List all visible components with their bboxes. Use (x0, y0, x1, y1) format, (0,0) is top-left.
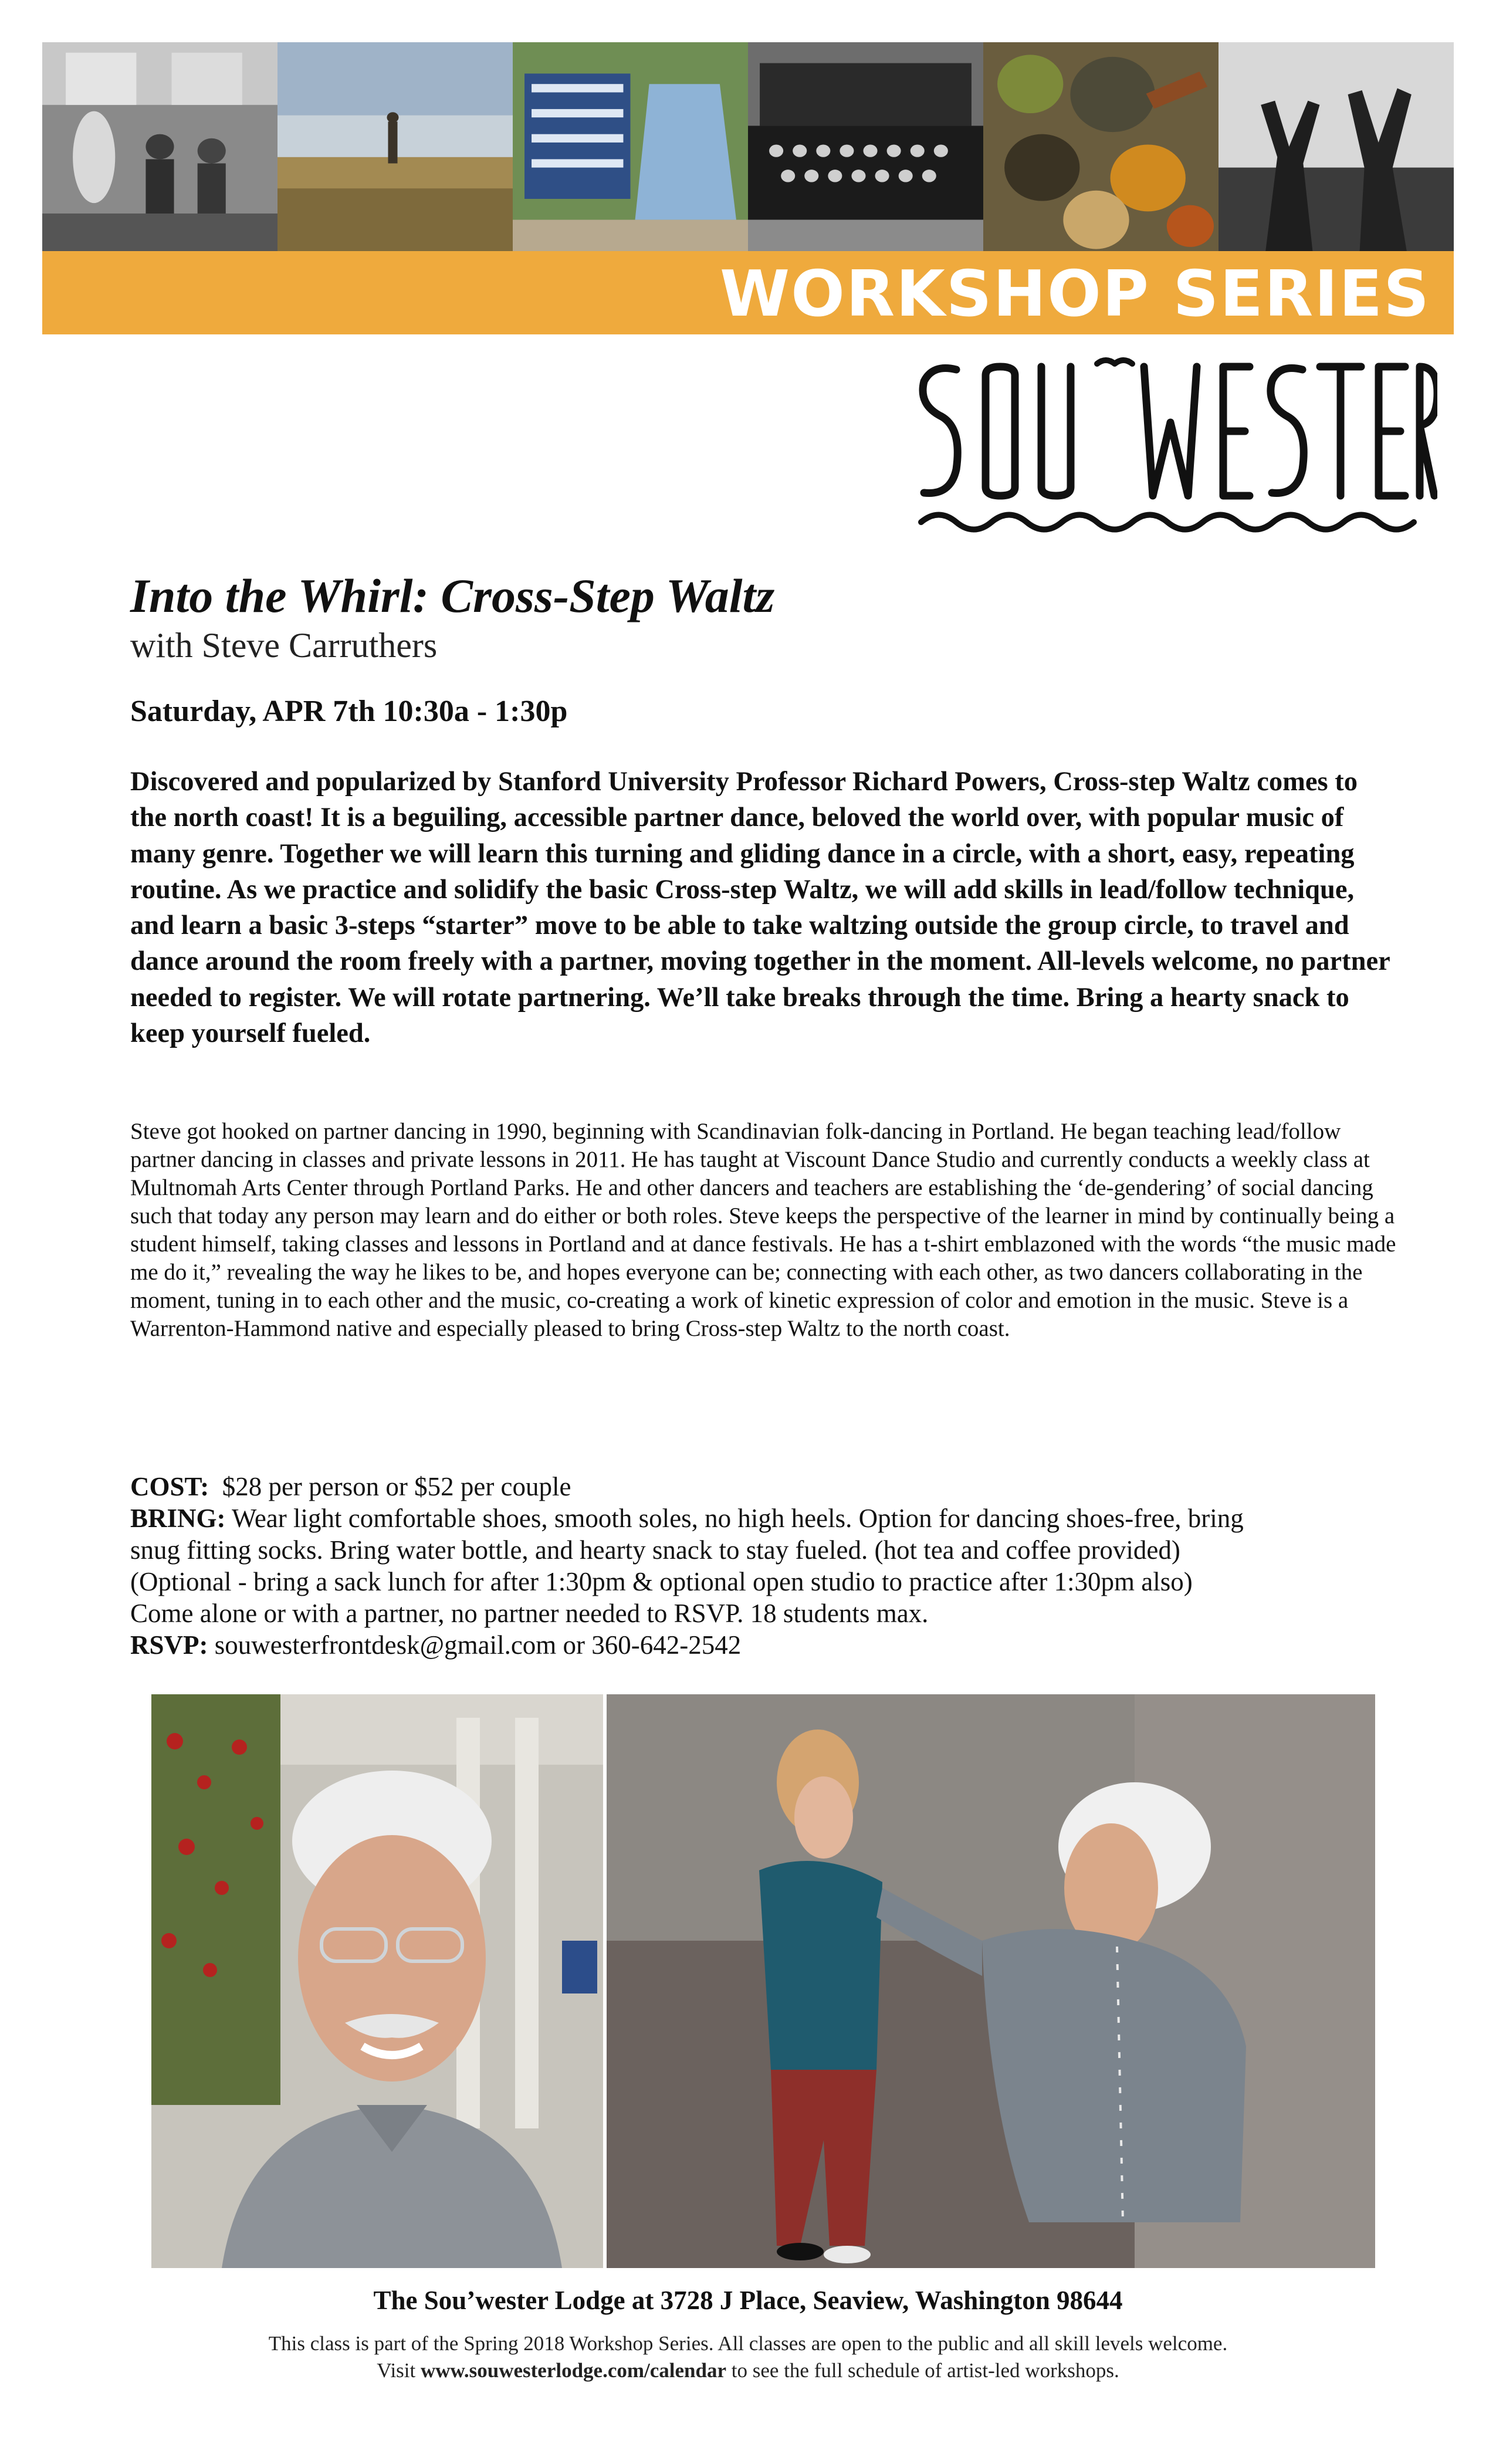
bring-text-4: Come alone or with a partner, no partner needed to RSVP. 18 students max. (130, 1599, 929, 1628)
banner-photo-beach-grass (277, 42, 513, 251)
event-date: Saturday, APR 7th 10:30a - 1:30p (130, 695, 568, 728)
event-instructor: with Steve Carruthers (130, 626, 438, 665)
bring-line (130, 1502, 1421, 1534)
instructor-bio: Steve got hooked on partner dancing in 1990, beginning with Scandinavian folk-dancing in Portland. He began teaching lead/follow partner dancing in classes and private lessons in 2011. He has taught at Viscount Dance Studio and currently conducts a weekly class at Multnomah Arts Center through Portland Parks. He and other dancers and teachers are establishing the ‘de-gendering’ of social dancing such that today any person may learn and do either or both roles. Steve keeps the perspective of the learner in mind by continually being a student himself, taking classes and lessons in Portland and at dance festivals. He has a t-shirt emblazoned with the words “the music made me do it,” revealing the way he likes to be, and hopes everyone can be; connecting with each other, as two dancers collaborating in the moment, tuning in to each other and the music, co-creating a work of kinetic expression of color and emotion in the music. Steve is a Warrenton-Hammond native and especially pleased to bring Cross-step Waltz to the north coast. (130, 1119, 1396, 1341)
banner-photo-spices (983, 42, 1219, 251)
workshop-series-title: WORKSHOP SERIES (720, 258, 1430, 331)
banner-photo-indigo-textiles (513, 42, 748, 251)
footer-note-line1: This class is part of the Spring 2018 Workshop Series. All classes are open to the public and all skill levels welcome. (268, 2332, 1228, 2355)
instructor-portrait-photo (151, 1694, 603, 2268)
bring-text-2: snug fitting socks. Bring water bottle, and hearty snack to stay fueled. (hot tea and coffee provided) (130, 1535, 1180, 1565)
footer-visit-text: Visit (377, 2359, 416, 2382)
event-details (130, 1471, 1421, 1661)
banner-photo-strip (42, 42, 1454, 251)
dance-partners-photo (607, 1694, 1375, 2268)
bring-label: BRING: (130, 1504, 226, 1533)
bring-text-3: (Optional - bring a sack lunch for after 1:30pm & optional open studio to practice after 1:30pm also) (130, 1567, 1193, 1596)
calendar-link[interactable]: www.souwesterlodge.com/calendar (420, 2359, 727, 2382)
venue-address: The Sou’wester Lodge at 3728 J Place, Seaview, Washington 98644 (373, 2286, 1123, 2315)
banner-photo-dancers (1219, 42, 1454, 251)
cost-label: COST: (130, 1472, 209, 1501)
event-description: Discovered and popularized by Stanford University Professor Richard Powers, Cross-step Waltz comes to the north coast! It is a beguiling, accessible partner dance, beloved the world over, with popular music of many genre. Together we will learn this turning and gliding dance in a circle, with a short, easy, repeating routine. As we practice and solidify the basic Cross-step Waltz, we will add skills in lead/follow technique, and learn a basic 3-steps “starter” move to be able to take waltzing outside the group circle, to travel and dance around the room freely with a partner, moving together in the moment. All-levels welcome, no partner needed to register. We will rotate partnering. We’ll take breaks through the time. Bring a hearty snack to keep yourself fueled. (130, 767, 1390, 1049)
souwester-logo (898, 352, 1437, 546)
rsvp-label: RSVP: (130, 1630, 208, 1660)
workshop-series-bar (42, 251, 1454, 334)
cost-value: $28 per person or $52 per couple (222, 1472, 571, 1501)
cost-line (130, 1471, 1421, 1502)
footer-schedule-text: to see the full schedule of artist-led workshops. (731, 2359, 1119, 2382)
banner-photo-figure-drawing (42, 42, 277, 251)
footer-note-line2 (0, 2357, 1496, 2384)
rsvp-line (130, 1629, 1421, 1661)
rsvp-value: souwesterfrontdesk@gmail.com or 360-642-2542 (214, 1630, 742, 1660)
event-title: Into the Whirl: Cross-Step Waltz (130, 569, 775, 622)
bring-text-1: Wear light comfortable shoes, smooth soles, no high heels. Option for dancing shoes-free, bring (231, 1504, 1244, 1533)
footer-note (0, 2330, 1496, 2384)
banner-photo-typewriter (748, 42, 983, 251)
